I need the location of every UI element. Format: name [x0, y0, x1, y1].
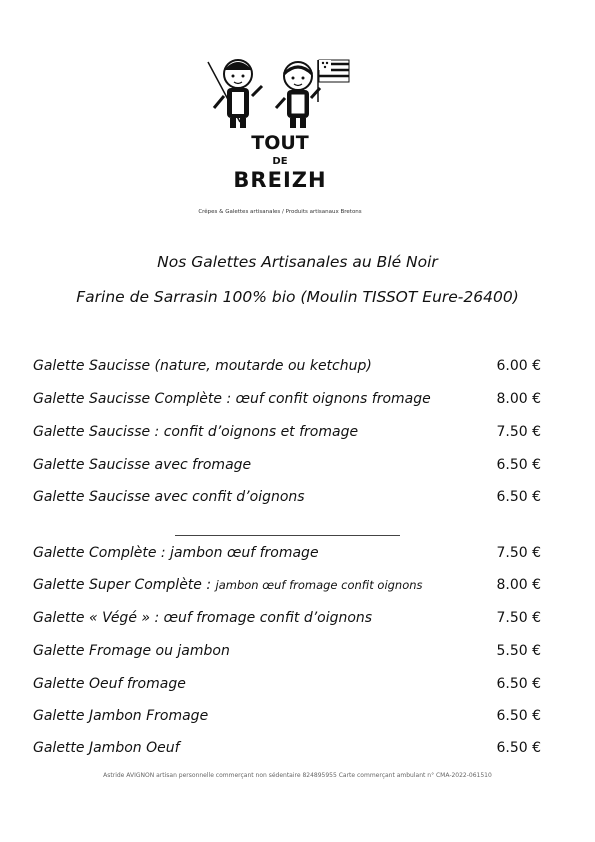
menu-item-price: 6.50 €: [496, 708, 541, 724]
menu-item-price: 8.00 €: [496, 391, 541, 407]
logo-tagline: Crêpes & Galettes artisanales / Produits artisanaux Bretons: [198, 209, 362, 215]
menu-item: [33, 489, 541, 509]
menu-item-name: Galette Fromage ou jambon: [33, 643, 230, 659]
menu-item-name: Galette « Végé » : œuf fromage confit d’oignons: [33, 610, 373, 626]
menu-item-name: Galette Saucisse Complète : œuf confit oignons fromage: [33, 391, 431, 407]
menu-item-price: 6.50 €: [496, 676, 541, 692]
menu-item: [33, 610, 541, 630]
menu-item-price: 6.50 €: [496, 740, 541, 756]
menu-item: [33, 577, 541, 597]
menu-item-price: 7.50 €: [496, 610, 541, 626]
menu-item-name: Galette Jambon Oeuf: [33, 740, 180, 756]
menu-item-price: 6.50 €: [496, 457, 541, 473]
logo: [190, 52, 370, 202]
menu-item-price: 6.50 €: [496, 489, 541, 505]
page-subtitle: Farine de Sarrasin 100% bio (Moulin TISSOT Eure-26400): [76, 288, 519, 306]
menu-item-name: Galette Saucisse (nature, moutarde ou ketchup): [33, 358, 372, 374]
menu-item-name-detail: jambon œuf fromage confit oignons: [215, 578, 423, 592]
menu-item-price: 8.00 €: [496, 577, 541, 593]
menu-item-name: Galette Complète : jambon œuf fromage: [33, 545, 319, 561]
menu-item-price: 5.50 €: [496, 643, 541, 659]
menu-item: [33, 545, 541, 565]
menu-item-name: Galette Jambon Fromage: [33, 708, 209, 724]
page-title: Nos Galettes Artisanales au Blé Noir: [157, 253, 438, 271]
menu-item: [33, 708, 541, 728]
menu-item-name: Galette Saucisse : confit d’oignons et fromage: [33, 424, 359, 440]
menu-item-name: Galette Saucisse avec fromage: [33, 457, 252, 473]
menu-item-name: Galette Saucisse avec confit d’oignons: [33, 489, 305, 505]
menu-item: [33, 358, 541, 378]
logo-word-de: DE: [272, 156, 288, 167]
logo-word-breizh: BREIZH: [233, 168, 327, 192]
section-divider: [175, 535, 400, 536]
menu-item-price: 7.50 €: [496, 545, 541, 561]
menu-item: [33, 676, 541, 696]
menu-item: [33, 391, 541, 411]
menu-item: [33, 424, 541, 444]
menu-item-price: 7.50 €: [496, 424, 541, 440]
menu-item-name: Galette Oeuf fromage: [33, 676, 186, 692]
menu-item-name: [33, 577, 423, 593]
menu-item: [33, 643, 541, 663]
mascots-illustration: [190, 52, 370, 132]
footer-legal-text: Astride AVIGNON artisan personnelle commerçant non sédentaire 824895955 Carte commerçant ambulant n° CMA-2022-061510: [103, 772, 492, 779]
menu-item: [33, 457, 541, 477]
menu-item-price: 6.00 €: [496, 358, 541, 374]
menu-item: [33, 740, 541, 760]
menu-item-name-main: Galette Super Complète :: [33, 577, 216, 593]
logo-word-tout: TOUT: [251, 132, 309, 154]
